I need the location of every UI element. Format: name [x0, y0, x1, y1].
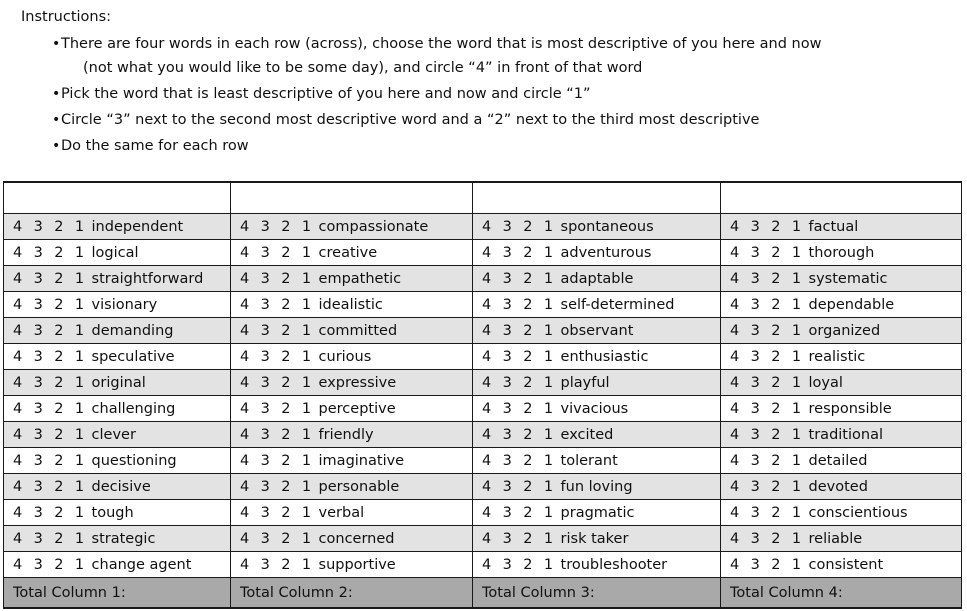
word-label: devoted [808, 478, 868, 495]
word-label: conscientious [808, 504, 908, 521]
word-label: clever [91, 426, 136, 443]
word-label: systematic [808, 270, 888, 287]
rating-numbers[interactable]: 4 3 2 1 [730, 348, 805, 365]
word-label: tough [91, 504, 134, 521]
word-label: excited [560, 426, 614, 443]
header-cell [231, 182, 473, 214]
instruction-text: Pick the word that is least descriptive of you here and now and circle “1” [61, 86, 591, 102]
word-label: organized [808, 322, 881, 339]
word-cell [473, 370, 721, 396]
word-label: compassionate [318, 218, 429, 235]
word-cell [721, 344, 962, 370]
word-cell [721, 292, 962, 318]
rating-numbers[interactable]: 4 3 2 1 [13, 400, 88, 417]
rating-numbers[interactable]: 4 3 2 1 [13, 218, 88, 235]
rating-numbers[interactable]: 4 3 2 1 [240, 504, 315, 521]
word-cell [231, 240, 473, 266]
word-cell [231, 344, 473, 370]
word-label: dependable [808, 296, 895, 313]
rating-numbers[interactable]: 4 3 2 1 [482, 400, 557, 417]
word-cell [4, 370, 231, 396]
word-cell [4, 214, 231, 240]
rating-numbers[interactable]: 4 3 2 1 [482, 426, 557, 443]
word-cell [473, 526, 721, 552]
word-cell [231, 422, 473, 448]
word-cell [4, 240, 231, 266]
rating-numbers[interactable]: 4 3 2 1 [730, 270, 805, 287]
word-cell [721, 422, 962, 448]
instruction-text: There are four words in each row (across), choose the word that is most descriptive of you here and now [61, 36, 822, 52]
word-cell [231, 266, 473, 292]
word-cell [231, 318, 473, 344]
word-cell [473, 344, 721, 370]
header-cell [721, 182, 962, 214]
word-cell [473, 500, 721, 526]
total-column-2[interactable]: Total Column 2: [231, 578, 473, 609]
word-label: pragmatic [560, 504, 635, 521]
rating-numbers[interactable]: 4 3 2 1 [482, 478, 557, 495]
word-label: perceptive [318, 400, 396, 417]
table-row [4, 266, 962, 292]
word-label: personable [318, 478, 400, 495]
bullet-dot-icon: • [52, 112, 61, 128]
word-cell [4, 292, 231, 318]
rating-numbers[interactable]: 4 3 2 1 [240, 322, 315, 339]
word-cell [4, 318, 231, 344]
word-label: responsible [808, 400, 892, 417]
rating-numbers[interactable]: 4 3 2 1 [730, 374, 805, 391]
word-cell [473, 448, 721, 474]
rating-numbers[interactable]: 4 3 2 1 [240, 452, 315, 469]
word-cell [473, 474, 721, 500]
rating-numbers[interactable]: 4 3 2 1 [482, 244, 557, 261]
word-cell [4, 500, 231, 526]
word-cell [473, 396, 721, 422]
word-cell [4, 396, 231, 422]
total-column-4[interactable]: Total Column 4: [721, 578, 962, 609]
word-cell [4, 474, 231, 500]
rating-numbers[interactable]: 4 3 2 1 [240, 478, 315, 495]
word-cell [721, 318, 962, 344]
table-row [4, 448, 962, 474]
rating-numbers[interactable]: 4 3 2 1 [240, 530, 315, 547]
rating-numbers[interactable]: 4 3 2 1 [730, 426, 805, 443]
rating-numbers[interactable]: 4 3 2 1 [482, 322, 557, 339]
word-label: tolerant [560, 452, 618, 469]
rating-numbers[interactable]: 4 3 2 1 [730, 400, 805, 417]
rating-numbers[interactable]: 4 3 2 1 [730, 530, 805, 547]
word-label: adventurous [560, 244, 652, 261]
rating-numbers[interactable]: 4 3 2 1 [13, 244, 88, 261]
rating-numbers[interactable]: 4 3 2 1 [730, 244, 805, 261]
word-cell [231, 500, 473, 526]
rating-numbers[interactable]: 4 3 2 1 [482, 556, 557, 573]
word-label: empathetic [318, 270, 402, 287]
word-label: logical [91, 244, 139, 261]
word-label: original [91, 374, 146, 391]
rating-numbers[interactable]: 4 3 2 1 [240, 374, 315, 391]
instruction-text: Do the same for each row [61, 138, 249, 154]
rating-numbers[interactable]: 4 3 2 1 [13, 270, 88, 287]
word-label: speculative [91, 348, 175, 365]
rating-numbers[interactable]: 4 3 2 1 [482, 218, 557, 235]
word-label: imaginative [318, 452, 405, 469]
table-body [4, 182, 962, 608]
table-row [4, 240, 962, 266]
word-label: committed [318, 322, 398, 339]
word-label: demanding [91, 322, 174, 339]
word-cell [473, 266, 721, 292]
word-cell [4, 422, 231, 448]
word-cell [231, 396, 473, 422]
table-row [4, 344, 962, 370]
rating-numbers[interactable]: 4 3 2 1 [482, 296, 557, 313]
rating-numbers[interactable]: 4 3 2 1 [730, 452, 805, 469]
rating-numbers[interactable]: 4 3 2 1 [730, 478, 805, 495]
word-cell [721, 240, 962, 266]
bullet-dot-icon: • [52, 36, 61, 52]
rating-numbers[interactable]: 4 3 2 1 [13, 296, 88, 313]
word-cell [231, 214, 473, 240]
word-label: traditional [808, 426, 883, 443]
word-rating-table [3, 181, 962, 609]
instruction-text: Circle “3” next to the second most descriptive word and a “2” next to the third most descriptive [61, 112, 760, 128]
word-cell [721, 552, 962, 578]
word-label: enthusiastic [560, 348, 649, 365]
word-label: reliable [808, 530, 863, 547]
word-label: expressive [318, 374, 397, 391]
word-label: factual [808, 218, 859, 235]
word-cell [473, 240, 721, 266]
rating-numbers[interactable]: 4 3 2 1 [240, 218, 315, 235]
table-row [4, 474, 962, 500]
rating-numbers[interactable]: 4 3 2 1 [13, 322, 88, 339]
word-label: fun loving [560, 478, 633, 495]
word-cell [4, 448, 231, 474]
word-label: self-determined [560, 296, 675, 313]
word-label: friendly [318, 426, 374, 443]
word-cell [721, 448, 962, 474]
rating-numbers[interactable]: 4 3 2 1 [240, 296, 315, 313]
instruction-bullet-2 [52, 85, 591, 103]
word-cell [4, 552, 231, 578]
word-cell [231, 448, 473, 474]
rating-numbers[interactable]: 4 3 2 1 [13, 348, 88, 365]
word-cell [231, 292, 473, 318]
instructions-title: Instructions: [21, 9, 112, 25]
table-row [4, 396, 962, 422]
table-row [4, 370, 962, 396]
instruction-bullet-3 [52, 111, 759, 129]
word-label: loyal [808, 374, 843, 391]
word-label: independent [91, 218, 184, 235]
rating-numbers[interactable]: 4 3 2 1 [13, 374, 88, 391]
word-cell [231, 370, 473, 396]
rating-numbers[interactable]: 4 3 2 1 [240, 270, 315, 287]
word-label: idealistic [318, 296, 383, 313]
word-label: spontaneous [560, 218, 654, 235]
word-cell [231, 474, 473, 500]
instruction-bullet-1-continuation: (not what you would like to be some day), and circle “4” in front of that word [83, 60, 643, 76]
word-cell [721, 474, 962, 500]
word-label: strategic [91, 530, 156, 547]
word-label: realistic [808, 348, 866, 365]
word-label: visionary [91, 296, 158, 313]
word-label: supportive [318, 556, 396, 573]
word-cell [473, 214, 721, 240]
total-column-3[interactable]: Total Column 3: [473, 578, 721, 609]
rating-numbers[interactable]: 4 3 2 1 [482, 452, 557, 469]
table-header-row [4, 182, 962, 214]
totals-row [4, 578, 962, 609]
word-label: concerned [318, 530, 395, 547]
total-column-1[interactable]: Total Column 1: [4, 578, 231, 609]
word-label: adaptable [560, 270, 634, 287]
rating-numbers[interactable]: 4 3 2 1 [13, 478, 88, 495]
rating-numbers[interactable]: 4 3 2 1 [482, 270, 557, 287]
word-cell [4, 526, 231, 552]
rating-numbers[interactable]: 4 3 2 1 [730, 322, 805, 339]
word-label: decisive [91, 478, 151, 495]
rating-numbers[interactable]: 4 3 2 1 [240, 400, 315, 417]
rating-numbers[interactable]: 4 3 2 1 [482, 374, 557, 391]
word-cell [473, 422, 721, 448]
rating-numbers[interactable]: 4 3 2 1 [482, 530, 557, 547]
word-cell [473, 292, 721, 318]
word-cell [473, 318, 721, 344]
rating-numbers[interactable]: 4 3 2 1 [730, 504, 805, 521]
word-label: detailed [808, 452, 868, 469]
rating-numbers[interactable]: 4 3 2 1 [240, 426, 315, 443]
word-label: thorough [808, 244, 875, 261]
table-row [4, 422, 962, 448]
rating-numbers[interactable]: 4 3 2 1 [13, 452, 88, 469]
rating-numbers[interactable]: 4 3 2 1 [13, 530, 88, 547]
rating-numbers[interactable]: 4 3 2 1 [13, 426, 88, 443]
rating-numbers[interactable]: 4 3 2 1 [730, 218, 805, 235]
instruction-bullet-1 [52, 35, 821, 53]
table-row [4, 552, 962, 578]
rating-numbers[interactable]: 4 3 2 1 [240, 244, 315, 261]
table-row [4, 500, 962, 526]
word-label: vivacious [560, 400, 629, 417]
word-cell [721, 214, 962, 240]
word-label: observant [560, 322, 634, 339]
word-label: challenging [91, 400, 176, 417]
word-label: straightforward [91, 270, 204, 287]
table-row [4, 214, 962, 240]
word-label: troubleshooter [560, 556, 668, 573]
word-label: questioning [91, 452, 177, 469]
word-cell [721, 266, 962, 292]
rating-numbers[interactable]: 4 3 2 1 [730, 556, 805, 573]
table-row [4, 292, 962, 318]
bullet-dot-icon: • [52, 138, 61, 154]
word-label: creative [318, 244, 378, 261]
word-cell [4, 266, 231, 292]
word-cell [721, 370, 962, 396]
rating-numbers[interactable]: 4 3 2 1 [240, 556, 315, 573]
rating-numbers[interactable]: 4 3 2 1 [13, 556, 88, 573]
word-cell [721, 396, 962, 422]
word-cell [473, 552, 721, 578]
word-cell [231, 552, 473, 578]
header-cell [4, 182, 231, 214]
bullet-dot-icon: • [52, 86, 61, 102]
word-label: verbal [318, 504, 365, 521]
word-label: risk taker [560, 530, 629, 547]
table-row [4, 318, 962, 344]
word-label: curious [318, 348, 372, 365]
word-cell [721, 526, 962, 552]
word-cell [231, 526, 473, 552]
word-cell [721, 500, 962, 526]
word-cell [4, 344, 231, 370]
rating-numbers[interactable]: 4 3 2 1 [13, 504, 88, 521]
rating-numbers[interactable]: 4 3 2 1 [240, 348, 315, 365]
rating-numbers[interactable]: 4 3 2 1 [482, 348, 557, 365]
header-cell [473, 182, 721, 214]
rating-numbers[interactable]: 4 3 2 1 [730, 296, 805, 313]
word-label: consistent [808, 556, 884, 573]
table-row [4, 526, 962, 552]
instruction-bullet-4 [52, 137, 249, 155]
word-label: playful [560, 374, 610, 391]
rating-numbers[interactable]: 4 3 2 1 [482, 504, 557, 521]
word-label: change agent [91, 556, 192, 573]
